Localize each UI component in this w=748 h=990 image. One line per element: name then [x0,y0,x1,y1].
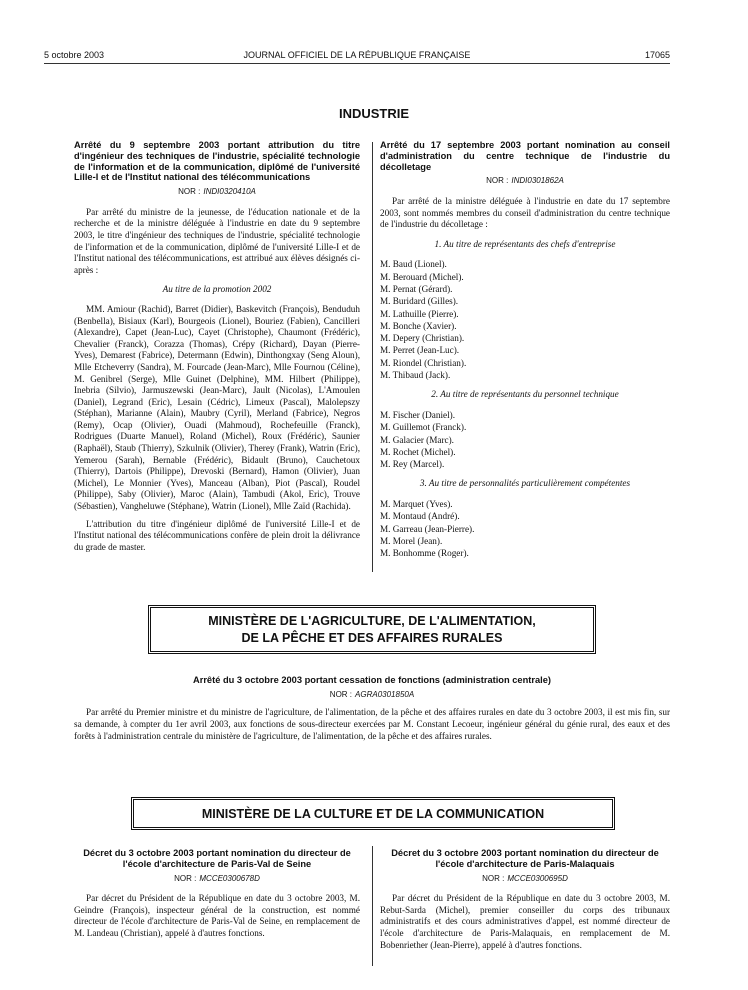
list-item: M. Perret (Jean-Luc). [380,345,460,356]
list-item: M. Bonhomme (Roger). [380,548,469,559]
ministry-heading-agriculture [148,605,596,654]
arrete-title: Arrêté du 9 septembre 2003 portant attribution du titre d'ingénieur des techniques de l'industrie, spécialité technologie de l'information et de la communication, diplômé de l'université Lille-I et de l'Institut national des télécommunications [74,140,360,183]
decret-text: Par décret du Président de la République en date du 3 octobre 2003, M. Rebut-Sarda (Michel), premier conseiller du corps des tribunaux administratifs et des cours administratives d'appel, est nommé directeur de l'école d'architecture de Paris-Malaquais, en remplacement de M. Bobenriether (Jean-Pierre), appelé à d'autres fonctions. [380,893,670,950]
arrete-title: Arrêté du 17 septembre 2003 portant nomination au conseil d'administration du centre technique de l'industrie du décolletage [380,140,670,172]
nor-reference [380,175,670,187]
promotion-heading: Au titre de la promotion 2002 [162,284,272,295]
ministry-heading-line: DE LA PÊCHE ET DES AFFAIRES RURALES [241,631,503,645]
column-divider [372,142,373,572]
list-item: M. Thibaud (Jack). [380,370,451,381]
arrete-title: Arrêté du 3 octobre 2003 portant cessation de fonctions (administration centrale) [192,675,551,685]
member-list [380,498,670,559]
arrete-closing: L'attribution du titre d'ingénieur diplômé de l'université Lille-I et de l'Institut national des télécommunications confère de plein droit la délivrance du grade de master. [74,518,360,552]
section-heading-industrie: INDUSTRIE [338,106,410,121]
column-divider [372,846,373,966]
nor-value: AGRA0301850A [355,689,415,699]
list-item: M. Depery (Christian). [380,333,465,344]
running-header [44,47,670,64]
list-item: M. Galacier (Marc). [380,434,454,445]
nor-label: NOR : [486,176,509,186]
group-heading: 2. Au titre de représentants du personnel technique [431,389,619,400]
list-item: M. Montaud (André). [380,511,460,522]
list-item: M. Bonche (Xavier). [380,320,457,331]
arrete-conseil-decolletage [380,140,670,559]
list-item: M. Pernat (Gérard). [380,283,453,294]
group-heading: 1. Au titre de représentants des chefs d'entreprise [434,238,616,249]
arrete-cessation-fonctions [74,675,670,742]
list-item: M. Rochet (Michel). [380,446,456,457]
list-item: M. Riondel (Christian). [380,357,467,368]
nor-reference [74,873,360,885]
arrete-text: Par arrêté du Premier ministre et du ministre de l'agriculture, de l'alimentation, de la pêche et des affaires rurales en date du 3 octobre 2003, il est mis fin, sur sa demande, à compter du 1er avril 2003, aux fonctions de sous-directeur exercées par M. Constant Lecoeur, ingénieur général du génie rural, des eaux et des forêts à l'administration centrale du ministère de l'agriculture, de l'alimentation, de la pêche et des affaires rurales. [74,707,670,741]
nor-label: NOR : [174,873,197,883]
list-item: M. Buridard (Gilles). [380,296,459,307]
ministry-heading-culture [131,797,615,830]
header-journal-title: JOURNAL OFFICIEL DE LA RÉPUBLIQUE FRANÇAISE [243,50,471,60]
list-item: M. Fischer (Daniel). [380,409,456,420]
nor-value: MCCE0300678D [199,873,260,883]
nor-label: NOR : [178,187,201,197]
nor-reference [380,873,670,885]
decret-title: Décret du 3 octobre 2003 portant nomination du directeur de l'école d'architecture de Paris-Val de Seine [83,848,351,869]
ministry-heading-line: MINISTÈRE DE L'AGRICULTURE, DE L'ALIMENTATION, [208,614,536,628]
list-item: M. Garreau (Jean-Pierre). [380,523,475,534]
list-item: M. Marquet (Yves). [380,499,453,509]
list-item: M. Lathuille (Pierre). [380,308,459,319]
arrete-intro: Par arrêté de la ministre déléguée à l'industrie en date du 17 septembre 2003, sont nommés membres du conseil d'administration du centre technique de l'industrie du décolletage : [380,195,670,230]
ministry-heading-line: MINISTÈRE DE LA CULTURE ET DE LA COMMUNICATION [201,807,545,821]
list-item: M. Rey (Marcel). [380,459,445,470]
nor-value: INDI0320410A [203,187,256,197]
member-list [380,409,670,470]
list-item: M. Morel (Jean). [380,535,443,546]
nor-value: INDI0301862A [511,176,564,186]
member-list [380,258,670,381]
nor-label: NOR : [329,689,353,699]
arrete-intro: Par arrêté du ministre de la jeunesse, de l'éducation nationale et de la recherche et de la ministre déléguée à l'industrie en date du 9 septembre 2003, le titre d'ingénieur des techniques de l'industrie, spécialité technologie de l'information et de la communication, diplômé de l'université Lille-I et de l'Institut national des télécommunications, est attribué aux élèves désignés ci-après : [74,206,360,275]
decret-paris-malaquais [380,848,670,951]
group-heading: 3. Au titre de personnalités particulièrement compétentes [419,478,631,489]
arrete-titre-ingenieur [74,140,360,553]
nor-label: NOR : [482,873,505,883]
nor-reference [74,186,360,198]
list-item: M. Berouard (Michel). [380,271,464,282]
header-date: 5 octobre 2003 [44,50,105,60]
nor-value: MCCE0300695D [507,873,568,883]
decret-title: Décret du 3 octobre 2003 portant nomination du directeur de l'école d'architecture de Paris-Malaquais [391,848,659,869]
decret-paris-val-de-seine [74,848,360,940]
list-item: M. Baud (Lionel). [380,259,447,270]
nor-reference [74,689,670,701]
graduate-names: MM. Amiour (Rachid), Barret (Didier), Baskevitch (François), Benduduh (Benbella), Bisiaux (Karl), Bourgeois (Lionel), Bouriez (Fabien), Cancilleri (Alexandre), Capet (Jean-Luc), Cayet (Christophe), Chaumont (Frédéric), Chevalier (Franck), Corazza (Thomas), Crépy (Richard), Dayan (Pierre-Yves), Demarest (Fabrice), Determann (Edwin), Dinthongxay (Seng Aloun), Mlle Etcheverry (Sandra), M. Fourcade (Jean-Marc), Mlle Fournou (Céline), M. Genibrel (Serge), Mlle Guinet (Delphine), MM. Hilbert (Philippe), Inebria (Silvio), Jarmuszewski (Jean-Marc), Jault (Nicolas), L'Amoulen (Daniel), Legrand (Eric), Lesain (Cédric), Limeux (Pascal), Malolepszy (Stéphan), Marianne (Alain), Maubry (Cyril), Merland (Fabrice), Negros (Remy), Ocap (Olivier), Ouadi (Mahmoud), Rochefeuille (Franck), Rodrigues (Duarte Manuel), Roland (Michel), Roux (Frédéric), Saunier (Raphaël), Staub (Thierry), Szkulnik (Olivier), Therey (Frank), Watrin (Eric), Yemerou (Sarah), Bernable (Frédéric), Bidault (Bruno), Cauchetoux (Thierry), Dartois (Philippe), Drevoski (Bernard), Hamon (Olivier), Juan (Michel), Le Monnier (Yves), Manceau (Alban), Piot (Pascal), Roudel (Philippe), Saby (Olivier), Maroc (Alain), Tambudi (Akol, Eric), Trouve (Sébastien), Vangheluwe (Stéphane), Watrin (Lionel), Mlle Zaïd (Rachida). [74,303,360,512]
decret-text: Par décret du Président de la République en date du 3 octobre 2003, M. Geindre (François), inspecteur général de la construction, est nommé directeur de l'école d'architecture de Paris-Val de Seine, en remplacement de M. Landeau (Christian), appelé à d'autres fonctions. [74,893,360,938]
header-page-number: 17065 [644,50,670,60]
list-item: M. Guillemot (Franck). [380,422,467,433]
